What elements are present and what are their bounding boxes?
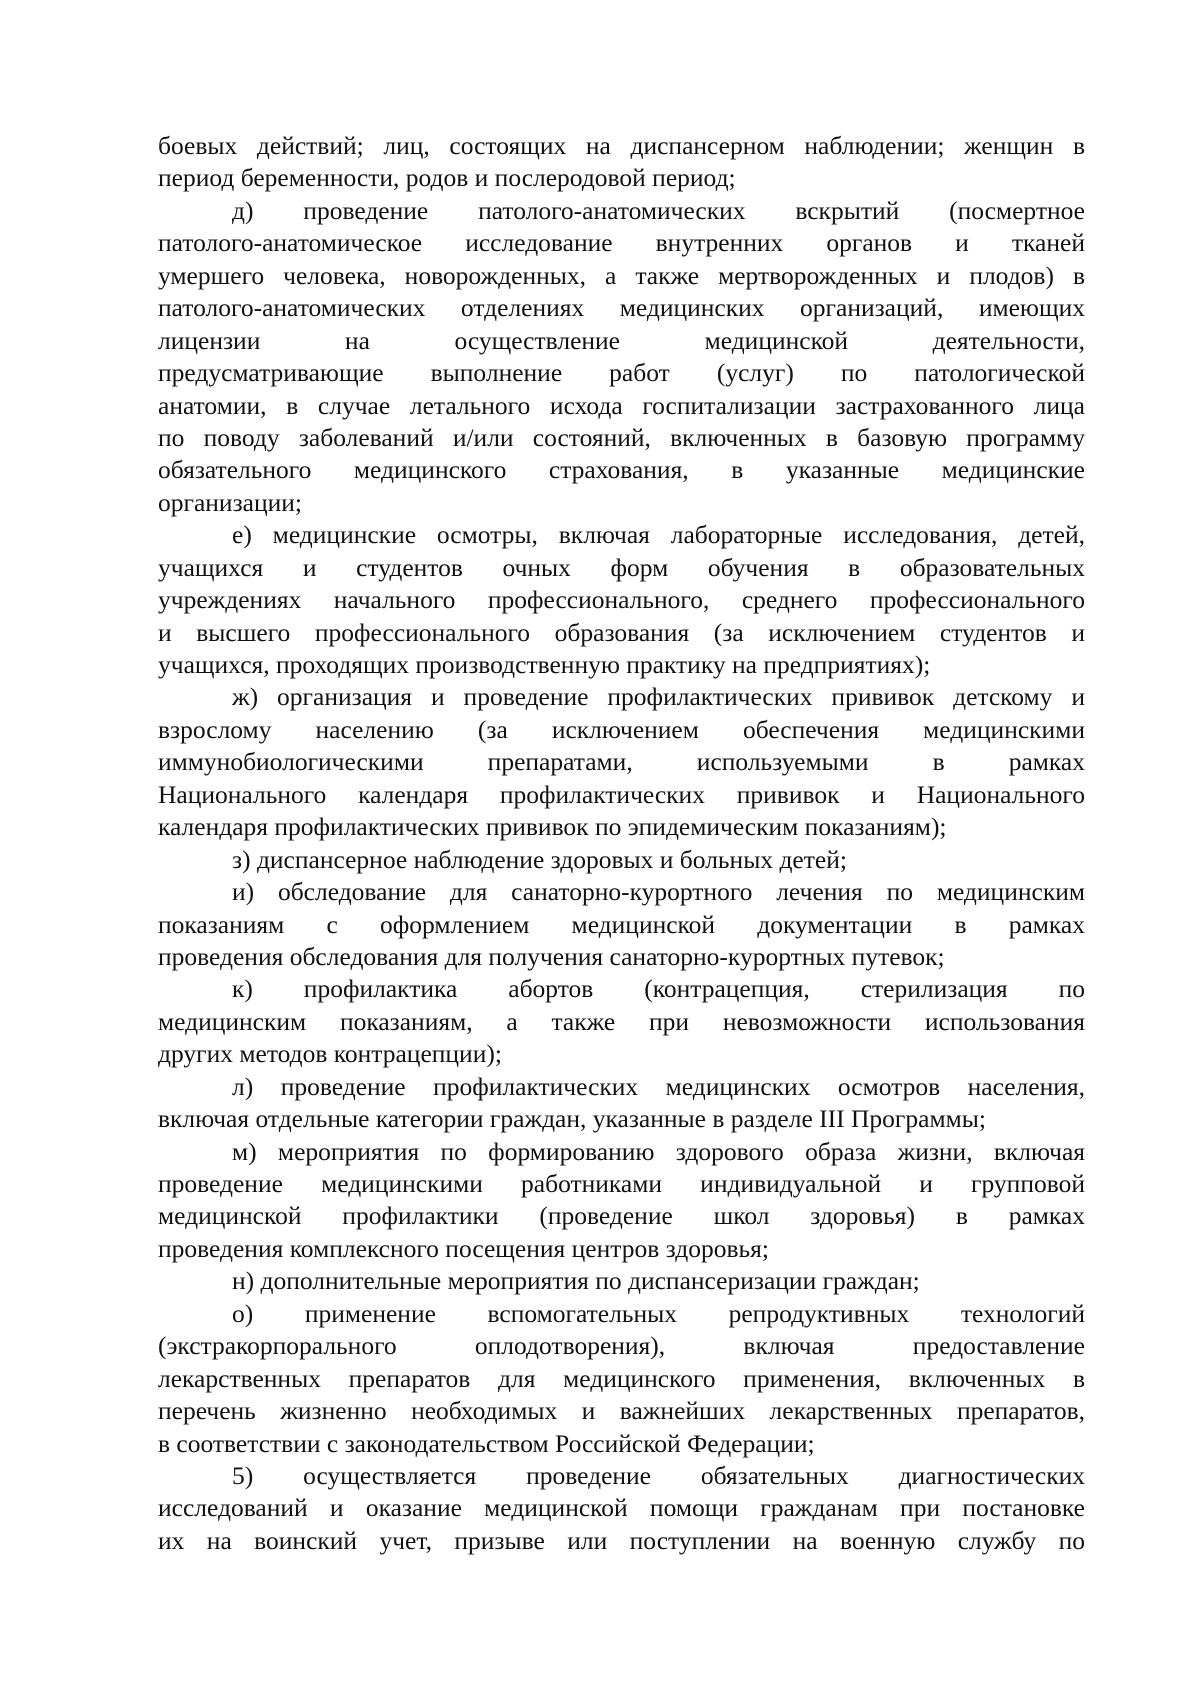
text-line: учащихся, проходящих производственную практику на предприятиях);	[158, 650, 931, 679]
text-line: Национального календаря профилактических прививок и Национального	[158, 779, 1085, 809]
text-line: исследований и оказание медицинской помощи гражданам при постановке	[158, 1493, 1085, 1523]
text-line: умершего человека, новорожденных, а также мертворожденных и плодов) в	[158, 260, 1085, 290]
text-line: их на воинский учет, призыве или поступлении на военную службу по	[158, 1525, 1085, 1555]
text-line: (экстракорпорального оплодотворения), включая предоставление	[158, 1331, 1085, 1361]
text-line: л) проведение профилактических медицинских осмотров населения,	[232, 1071, 1085, 1101]
text-line: проведение медицинскими работниками индивидуальной и групповой	[158, 1169, 1085, 1198]
text-line: патолого-анатомических отделениях медицинских организаций, имеющих	[158, 293, 1085, 323]
document-body	[158, 130, 1085, 1557]
text-line: ж) организация и проведение профилактических прививок детскому и	[232, 682, 1085, 712]
text-line: организации;	[158, 487, 302, 517]
text-line: в соответствии с законодательством Российской Федерации;	[158, 1428, 815, 1458]
text-line: медицинским показаниям, а также при невозможности использования	[158, 1006, 1085, 1036]
text-line: взрослому населению (за исключением обеспечения медицинскими	[158, 714, 1085, 744]
text-line: н) дополнительные мероприятия по диспансеризации граждан;	[232, 1266, 920, 1296]
text-line: проведения обследования для получения санаторно-курортных путевок;	[158, 941, 945, 971]
text-line: период беременности, родов и послеродовой период;	[158, 163, 736, 193]
text-line: проведения комплексного посещения центров здоровья;	[158, 1233, 769, 1263]
text-line: по поводу заболеваний и/или состояний, включенных в базовую программу	[158, 422, 1085, 452]
text-line: лицензии на осуществление медицинской деятельности,	[158, 325, 1085, 355]
text-line: м) мероприятия по формированию здорового образа жизни, включая	[232, 1136, 1085, 1166]
text-line: учреждениях начального профессионального, среднего профессионального	[158, 585, 1085, 615]
text-line: 5) осуществляется проведение обязательных диагностических	[232, 1460, 1085, 1490]
text-line: и) обследование для санаторно-курортного лечения по медицинским	[232, 877, 1085, 907]
text-line: д) проведение патолого-анатомических вскрытий (посмертное	[232, 195, 1085, 225]
text-line: предусматривающие выполнение работ (услуг) по патологической	[158, 358, 1085, 388]
text-line: боевых действий; лиц, состоящих на диспансерном наблюдении; женщин в	[158, 131, 1085, 160]
text-line: анатомии, в случае летального исхода госпитализации застрахованного лица	[158, 390, 1085, 420]
text-line: иммунобиологическими препаратами, используемыми в рамках	[158, 747, 1085, 777]
text-line: медицинской профилактики (проведение школ здоровья) в рамках	[158, 1201, 1085, 1231]
text-line: календаря профилактических прививок по эпидемическим показаниям);	[158, 812, 947, 842]
text-line: других методов контрацепции);	[158, 1039, 502, 1069]
text-line: показаниям с оформлением медицинской документации в рамках	[158, 909, 1085, 939]
text-line: е) медицинские осмотры, включая лабораторные исследования, детей,	[232, 520, 1085, 550]
text-line: и высшего профессионального образования (за исключением студентов и	[158, 617, 1085, 647]
text-line: включая отдельные категории граждан, указанные в разделе III Программы;	[158, 1104, 986, 1134]
text-line: к) профилактика абортов (контрацепция, стерилизация по	[232, 974, 1085, 1004]
text-line: перечень жизненно необходимых и важнейших лекарственных препаратов,	[158, 1396, 1085, 1426]
text-line: учащихся и студентов очных форм обучения в образовательных	[158, 552, 1085, 582]
text-line: патолого-анатомическое исследование внутренних органов и тканей	[158, 228, 1085, 258]
text-line: о) применение вспомогательных репродуктивных технологий	[232, 1298, 1085, 1328]
text-line: з) диспансерное наблюдение здоровых и больных детей;	[232, 844, 847, 874]
text-line: лекарственных препаратов для медицинского применения, включенных в	[158, 1363, 1085, 1393]
text-line: обязательного медицинского страхования, в указанные медицинские	[158, 455, 1085, 485]
